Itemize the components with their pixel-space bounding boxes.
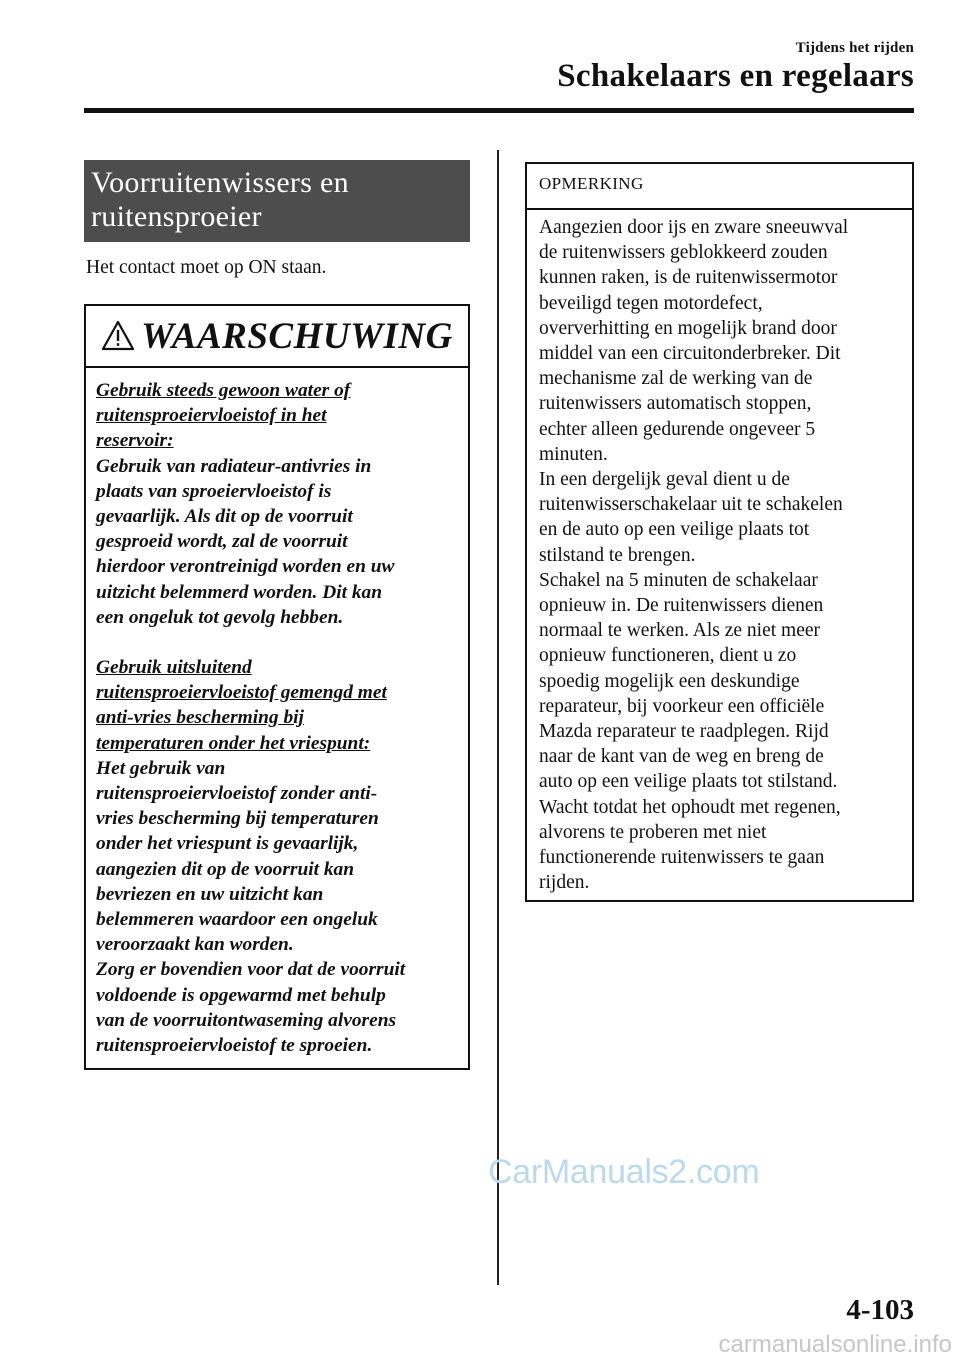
chapter-label: Tijdens het rijden — [795, 40, 914, 56]
page-header-title: Schakelaars en regelaars — [557, 58, 914, 94]
note-title: OPMERKING — [527, 164, 912, 210]
section-title-line-2: ruitensproeier — [91, 200, 262, 233]
text-line: stilstand te brengen. — [539, 544, 696, 566]
text-line: normaal te werken. Als ze niet meer — [539, 620, 821, 642]
text-line: uitzicht belemmerd worden. Dit kan — [96, 581, 383, 603]
text-line: een ongeluk tot gevolg hebben. — [96, 606, 344, 628]
text-line: en de auto op een veilige plaats tot — [539, 519, 810, 541]
header-rule — [84, 108, 914, 113]
text-line: Mazda reparateur te raadplegen. Rijd — [539, 721, 829, 743]
intro-text: Het contact moet op ON staan. — [86, 257, 327, 278]
warning-triangle-icon — [101, 320, 135, 352]
text-line: auto op een veilige plaats tot stilstand. — [539, 771, 838, 793]
text-line: reservoir: — [96, 430, 174, 452]
text-line: temperaturen onder het vriespunt: — [96, 732, 371, 754]
text-line: In een dergelijk geval dient u de — [539, 469, 790, 491]
footer-url: carmanualsonline.info — [718, 1331, 952, 1358]
text-line: ruitenwisserschakelaar uit te schakelen — [539, 494, 843, 516]
text-line: functionerende ruitenwissers te gaan — [539, 847, 825, 869]
warning-body — [86, 368, 468, 1058]
warning-box — [84, 304, 470, 1070]
text-line: hierdoor verontreinigd worden en uw — [96, 556, 395, 578]
text-line: ruitensproeiervloeistof zonder anti- — [96, 783, 378, 805]
section-title-line-1: Voorruitenwissers en — [91, 166, 349, 199]
text-line: van de voorruitontwaseming alvorens — [96, 1009, 397, 1031]
text-line: spoedig mogelijk een deskundige — [539, 670, 800, 692]
text-line: reparateur, bij voorkeur een officiële — [539, 695, 825, 717]
text-line: oververhitting en mogelijk brand door — [539, 317, 837, 339]
note-box — [525, 162, 914, 902]
text-line: de ruitenwissers geblokkeerd zouden — [539, 242, 828, 264]
text-line: voldoende is opgewarmd met behulp — [96, 984, 386, 1006]
text-line: veroorzaakt kan worden. — [96, 934, 294, 956]
text-line: naar de kant van de weg en breng de — [539, 746, 824, 768]
column-divider — [497, 150, 499, 1285]
text-line: ruitensproeiervloeistof gemengd met — [96, 682, 387, 704]
note-body — [527, 210, 912, 895]
text-line: vries bescherming bij temperaturen — [96, 808, 379, 830]
text-line: ruitensproeiervloeistof in het — [96, 405, 327, 427]
section-title-banner — [84, 160, 470, 242]
text-line: alvorens te proberen met niet — [539, 821, 767, 843]
text-line: plaats van sproeiervloeistof is — [96, 480, 332, 502]
text-line: bevriezen en uw uitzicht kan — [96, 883, 324, 905]
page-number: 4-103 — [846, 1294, 914, 1326]
text-line: middel van een circuitonderbreker. Dit — [539, 343, 841, 365]
warning-paragraph-1 — [96, 454, 460, 630]
warning-header — [86, 306, 468, 368]
text-line: Gebruik steeds gewoon water of — [96, 380, 351, 401]
text-line: anti-vries bescherming bij — [96, 707, 304, 729]
warning-heading-1 — [96, 378, 460, 454]
text-line: belemmeren waardoor een ongeluk — [96, 909, 378, 931]
text-line: echter alleen gedurende ongeveer 5 — [539, 418, 816, 440]
warning-heading-2 — [96, 655, 460, 756]
text-line: Het gebruik van — [96, 757, 226, 779]
text-line: Gebruik van radiateur-antivries in — [96, 455, 372, 477]
text-line: opnieuw in. De ruitenwissers dienen — [539, 595, 824, 617]
text-line: Wacht totdat het ophoudt met regenen, — [539, 796, 841, 818]
warning-title: WAARSCHUWING — [141, 315, 453, 357]
text-line: mechanisme zal de werking van de — [539, 368, 813, 390]
text-line: ruitenwissers automatisch stoppen, — [539, 393, 812, 415]
text-line: Gebruik uitsluitend — [96, 657, 252, 679]
text-line: Zorg er bovendien voor dat de voorruit — [96, 959, 406, 981]
text-line: gevaarlijk. Als dit op de voorruit — [96, 506, 353, 528]
text-line: kunnen raken, is de ruitenwissermotor — [539, 267, 838, 289]
text-line: onder het vriespunt is gevaarlijk, — [96, 833, 359, 855]
text-line: aangezien dit op de voorruit kan — [96, 858, 355, 880]
text-line: Aangezien door ijs en zware sneeuwval — [539, 217, 849, 238]
text-line: Schakel na 5 minuten de schakelaar — [539, 569, 818, 591]
paragraph-gap — [96, 630, 460, 655]
text-line: beveiligd tegen motordefect, — [539, 292, 763, 314]
watermark-logo: CarManuals2.com — [488, 1153, 760, 1191]
text-line: opnieuw functioneren, dient u zo — [539, 645, 797, 667]
text-line: ruitensproeiervloeistof te sproeien. — [96, 1035, 373, 1057]
text-line: rijden. — [539, 872, 590, 894]
text-line: minuten. — [539, 443, 608, 465]
warning-paragraph-2 — [96, 756, 460, 1058]
text-line: gesproeid wordt, zal de voorruit — [96, 531, 348, 553]
